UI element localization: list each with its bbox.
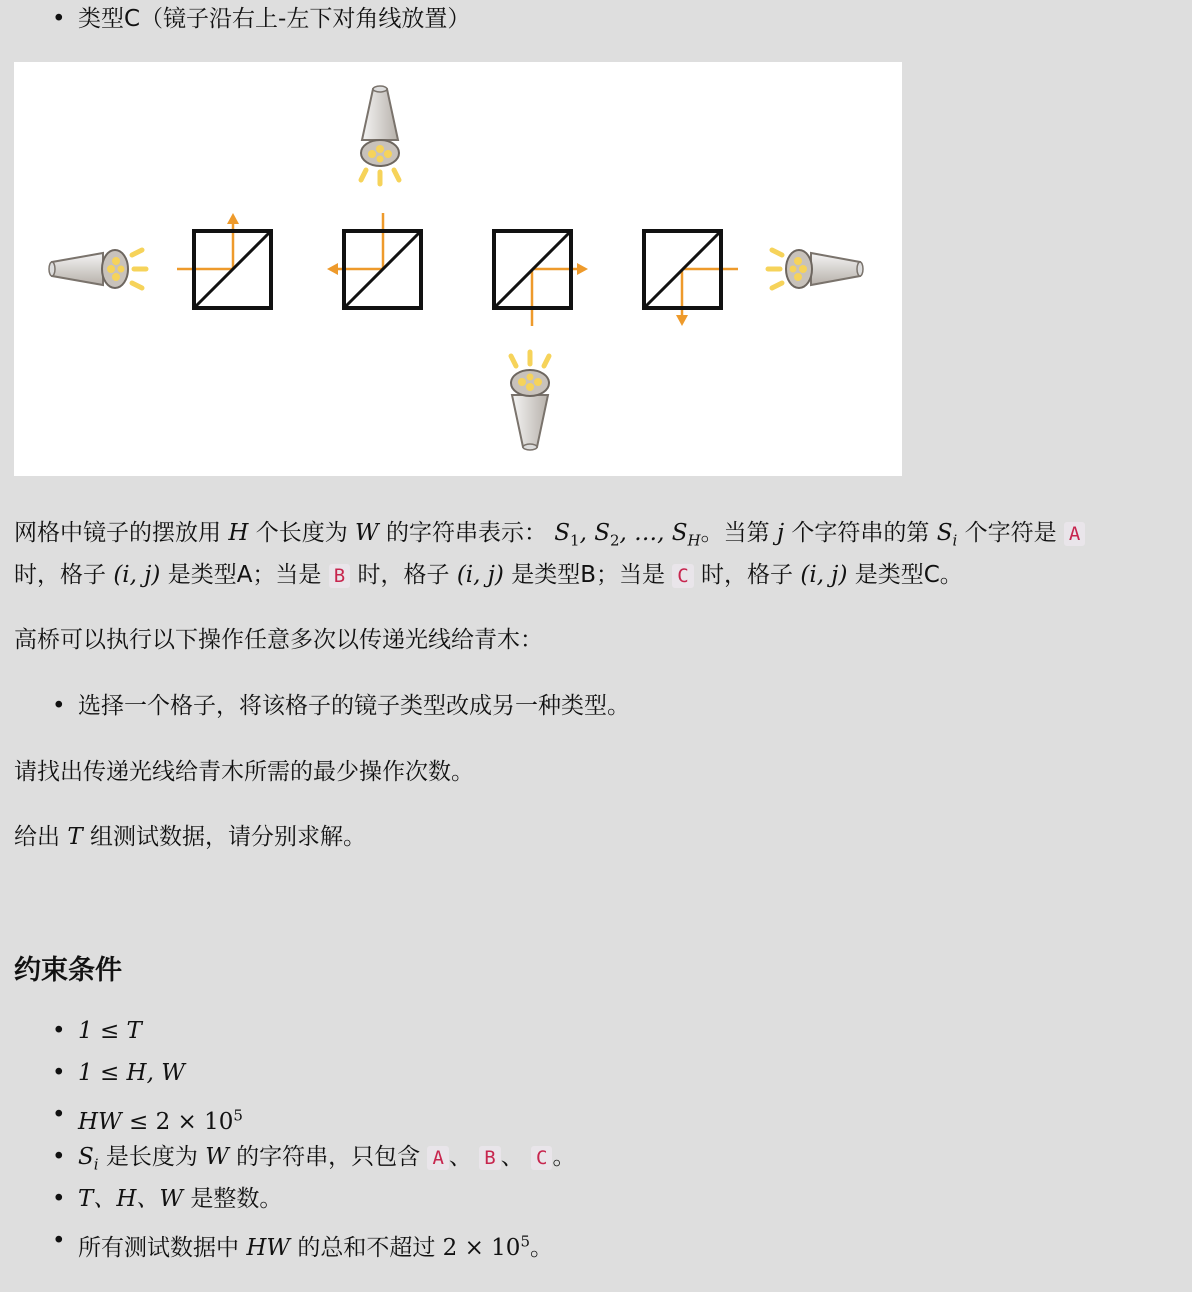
mirror-encoding-paragraph	[14, 517, 1085, 557]
math-W: W	[355, 520, 379, 546]
math-Si: $S_i$	[936, 520, 958, 550]
constraint-3: • HW ≤ $2 \times 10^5$	[52, 1099, 243, 1138]
constraint-2: • 1 ≤ H, W	[52, 1057, 185, 1089]
p1-text-2: 个长度为	[255, 520, 348, 546]
p1-text-8: 是类型A；当是	[167, 562, 322, 588]
operation-text: 选择一个格子，将该格子的镜子类型改成另一种类型。	[78, 693, 630, 719]
constraints-heading: 约束条件	[14, 955, 122, 986]
mirror-diagram	[14, 62, 902, 476]
code-B: B	[329, 564, 350, 588]
mirror-box-1	[177, 213, 271, 308]
code-A-2: A	[427, 1146, 448, 1170]
constraint-1: • 1 ≤ T	[52, 1015, 142, 1047]
p1-text-9: 是类型B；当是	[511, 562, 665, 588]
math-H: H	[228, 520, 249, 546]
flashlight-left-icon	[49, 250, 146, 288]
constraint-5: • T、H、W 是整数。	[52, 1183, 282, 1215]
p1-text-5: 个字符串的第	[791, 520, 930, 546]
testcase-paragraph: 给出 T 组测试数据，请分别求解。	[14, 824, 366, 850]
p1-text-1: 网格中镜子的摆放用	[14, 520, 221, 546]
math-T: T	[67, 824, 83, 850]
flashlight-right-icon	[768, 250, 863, 288]
mirror-figure	[14, 62, 902, 476]
p1-text-7c: 时，格子	[701, 562, 794, 588]
code-B-2: B	[479, 1146, 500, 1170]
p1-text-6: 个字符是	[964, 520, 1057, 546]
math-ij-3: (i, j)	[800, 562, 848, 588]
type-c-text: 类型C（镜子沿右上-左下对角线放置）	[78, 6, 471, 32]
code-C: C	[672, 564, 693, 588]
code-C-2: C	[531, 1146, 552, 1170]
mirror-box-2	[327, 213, 421, 308]
p1-text-3: 的字符串表示：	[385, 520, 547, 546]
mirror-encoding-paragraph-line2	[14, 559, 963, 592]
task-paragraph: 请找出传递光线给青木所需的最少操作次数。	[14, 759, 474, 785]
operation-intro: 高桥可以执行以下操作任意多次以传递光线给青木：	[14, 627, 543, 653]
mirror-box-4	[644, 231, 738, 326]
p1-text-4: 。当第	[700, 520, 770, 546]
math-ij-2: (i, j)	[456, 562, 504, 588]
p1-text-10: 是类型C。	[854, 562, 963, 588]
flashlight-bottom-icon	[511, 352, 549, 450]
constraint-4: • $S_i$ 是长度为 W 的字符串，只包含 A 、 B 、 C 。	[52, 1141, 575, 1181]
math-ij-1: (i, j)	[113, 562, 161, 588]
operation-bullet	[52, 690, 630, 722]
p1-text-7: 时，格子	[14, 562, 106, 588]
mirror-box-3	[494, 231, 588, 326]
code-A: A	[1064, 522, 1085, 546]
flashlight-top-icon	[361, 86, 399, 184]
math-S-sequence: $S_1$, $S_2$, …, $S_H$	[554, 520, 701, 550]
constraint-6: • 所有测试数据中 HW 的总和不超过 $2 \times 10^5$。	[52, 1225, 553, 1264]
math-j: j	[776, 520, 785, 546]
p1-text-7b: 时，格子	[357, 562, 450, 588]
type-c-bullet	[52, 3, 470, 35]
